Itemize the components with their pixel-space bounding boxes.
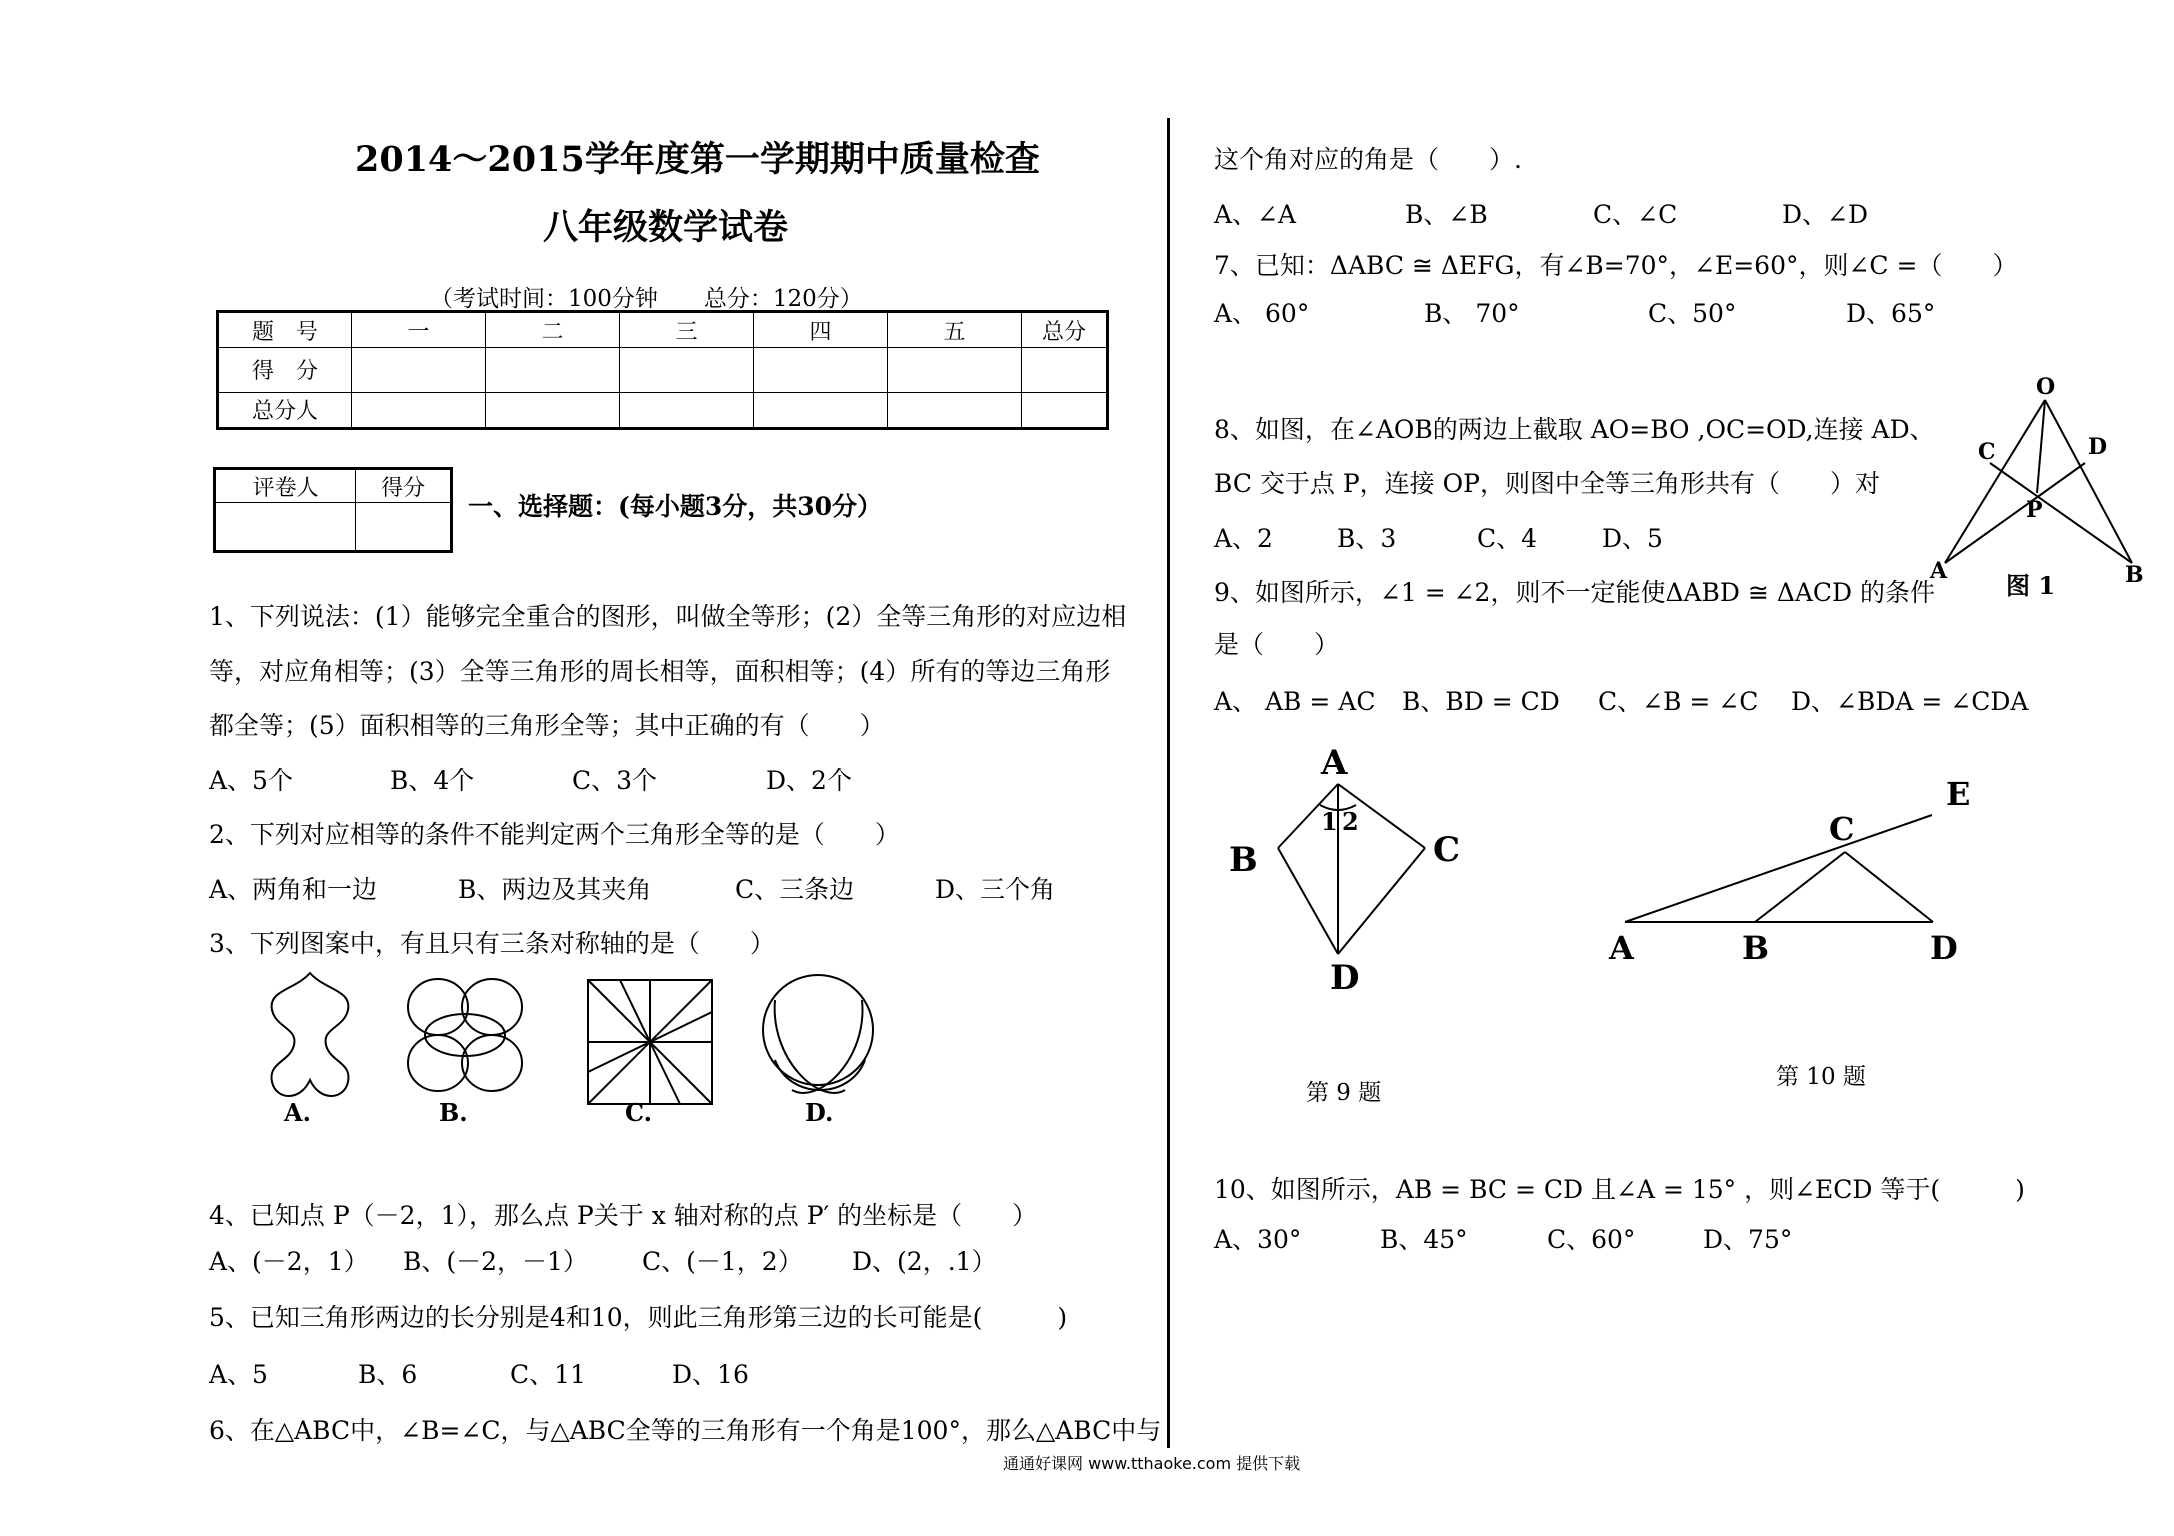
q3-label-b: B. (439, 1098, 468, 1127)
score-table-header: 四 (754, 312, 888, 348)
q8-label-p: P (2026, 497, 2043, 523)
exam-info: （考试时间：100分钟 总分：120分） (430, 286, 863, 312)
q10-label-a: A (1609, 929, 1634, 967)
score-table-header: 二 (486, 312, 620, 348)
q2-option-a: A、两角和一边 (209, 875, 378, 904)
q1-option-d: D、2个 (766, 766, 852, 795)
q8-label-o: O (2036, 374, 2056, 400)
q9-line2: 是（ ） (1214, 630, 1340, 659)
q7-text: 7、已知：ΔABC ≅ ΔEFG，有∠B=70°，∠E=60°，则∠C =（ ） (1214, 251, 2018, 280)
q4-option-b: B、(－2，－1） (403, 1247, 588, 1276)
q2-option-d: D、三个角 (935, 875, 1056, 904)
q8-figure-caption: 图 1 (2006, 571, 2056, 600)
q3-label-a: A. (284, 1098, 311, 1127)
q4-option-a: A、(－2，1） (209, 1247, 369, 1276)
q10-figure-caption: 第 10 题 (1776, 1064, 1866, 1090)
q8-label-d: D (2088, 434, 2108, 460)
q1-option-c: C、3个 (572, 766, 658, 795)
q1-line1: 1、下列说法：(1）能够完全重合的图形，叫做全等形；(2）全等三角形的对应边相 (209, 602, 1127, 631)
score-table-header: 三 (620, 312, 754, 348)
q9-option-b: B、BD = CD (1402, 687, 1560, 716)
q10-label-c: C (1829, 810, 1855, 848)
q10-text: 10、如图所示，AB = BC = CD 且∠A = 15° ，则∠ECD 等于( ) (1214, 1175, 2025, 1204)
q5-option-d: D、16 (672, 1360, 749, 1389)
q10-option-c: C、60° (1547, 1225, 1636, 1254)
grader-label: 评卷人 (215, 469, 356, 503)
q8-option-d: D、5 (1602, 524, 1663, 553)
q9-option-d: D、∠BDA = ∠CDA (1791, 687, 2029, 716)
q9-option-a: A、 AB = AC (1214, 687, 1376, 716)
q1-option-a: A、5个 (209, 766, 293, 795)
q10-option-b: B、45° (1380, 1225, 1468, 1254)
q10-label-e: E (1946, 775, 1971, 813)
q8-line1: 8、如图，在∠AOB的两边上截取 AO=BO ,OC=OD,连接 AD、 (1214, 415, 1935, 444)
score-table-header: 一 (352, 312, 486, 348)
q6-option-a: A、∠A (1214, 200, 1297, 229)
q10-label-b: B (1742, 929, 1770, 967)
score-table-header: 总分 (1022, 312, 1108, 348)
q5-option-c: C、11 (510, 1360, 586, 1389)
q2-text: 2、下列对应相等的条件不能判定两个三角形全等的是（ ） (209, 820, 900, 849)
grader-score-label: 得分 (356, 469, 452, 503)
q5-text: 5、已知三角形两边的长分别是4和10，则此三角形第三边的长可能是( ) (209, 1303, 1068, 1332)
q7-option-c: C、50° (1648, 299, 1737, 328)
q5-option-a: A、5 (209, 1360, 268, 1389)
q8-option-c: C、4 (1477, 524, 1538, 553)
q7-option-a: A、 60° (1214, 299, 1310, 328)
q6-option-d: D、∠D (1782, 200, 1869, 229)
q6-line1: 6、在△ABC中，∠B=∠C，与△ABC全等的三角形有一个角是100°，那么△ABC中与 (209, 1416, 1162, 1445)
q3-label-c: C. (625, 1098, 653, 1127)
q5-option-b: B、6 (358, 1360, 418, 1389)
q2-option-c: C、三条边 (735, 875, 855, 904)
q9-label-b: B (1229, 840, 1258, 880)
q6-line2: 这个角对应的角是（ ）. (1214, 145, 1522, 174)
q4-option-d: D、(2，.1） (852, 1247, 997, 1276)
q10-option-a: A、30° (1214, 1225, 1302, 1254)
q2-option-b: B、两边及其夹角 (458, 875, 652, 904)
q8-label-a: A (1930, 558, 1948, 584)
q8-label-c: C (1978, 439, 1996, 465)
q10-option-d: D、75° (1703, 1225, 1793, 1254)
q6-option-c: C、∠C (1593, 200, 1678, 229)
q8-option-b: B、3 (1337, 524, 1397, 553)
q4-option-c: C、(－1，2） (642, 1247, 803, 1276)
q3-text: 3、下列图案中，有且只有三条对称轴的是（ ） (209, 929, 775, 958)
score-table-row-label: 得 分 (218, 348, 352, 392)
q4-text: 4、已知点 P（－2，1），那么点 P关于 x 轴对称的点 P′ 的坐标是（ ） (209, 1201, 1038, 1230)
q7-option-b: B、 70° (1424, 299, 1520, 328)
q10-label-d: D (1930, 929, 1958, 967)
q9-label-d: D (1330, 958, 1360, 998)
q7-option-d: D、65° (1846, 299, 1936, 328)
exam-title: 2014～2015学年度第一学期期中质量检查 (355, 139, 1040, 180)
q9-angle-2: 2 (1342, 807, 1359, 836)
q1-option-b: B、4个 (390, 766, 475, 795)
q1-line2: 等，对应角相等；(3）全等三角形的周长相等，面积相等；(4）所有的等边三角形 (209, 657, 1111, 686)
q1-line3: 都全等；(5）面积相等的三角形全等；其中正确的有（ ） (209, 711, 885, 740)
q8-line2: BC 交于点 P，连接 OP，则图中全等三角形共有（ ）对 (1214, 469, 1880, 498)
q9-option-c: C、∠B = ∠C (1598, 687, 1759, 716)
q3-label-d: D. (805, 1098, 834, 1127)
section1-title: 一、选择题：(每小题3分，共30分） (468, 492, 883, 521)
q6-option-b: B、∠B (1405, 200, 1488, 229)
q8-option-a: A、2 (1214, 524, 1273, 553)
q9-label-c: C (1433, 830, 1461, 870)
score-table-header: 题 号 (218, 312, 352, 348)
page-footer: 通通好课网 www.tthaoke.com 提供下载 (1003, 1454, 1301, 1473)
q9-angle-1: 1 (1321, 807, 1338, 836)
score-table-header: 五 (888, 312, 1022, 348)
exam-subtitle: 八年级数学试卷 (543, 207, 789, 248)
q9-line1: 9、如图所示，∠1 = ∠2，则不一定能使ΔABD ≅ ΔACD 的条件 (1214, 578, 1936, 607)
score-table-row-label: 总分人 (218, 392, 352, 428)
q8-label-b: B (2125, 562, 2144, 588)
q9-label-a: A (1321, 743, 1348, 783)
q9-figure-caption: 第 9 题 (1306, 1080, 1382, 1106)
